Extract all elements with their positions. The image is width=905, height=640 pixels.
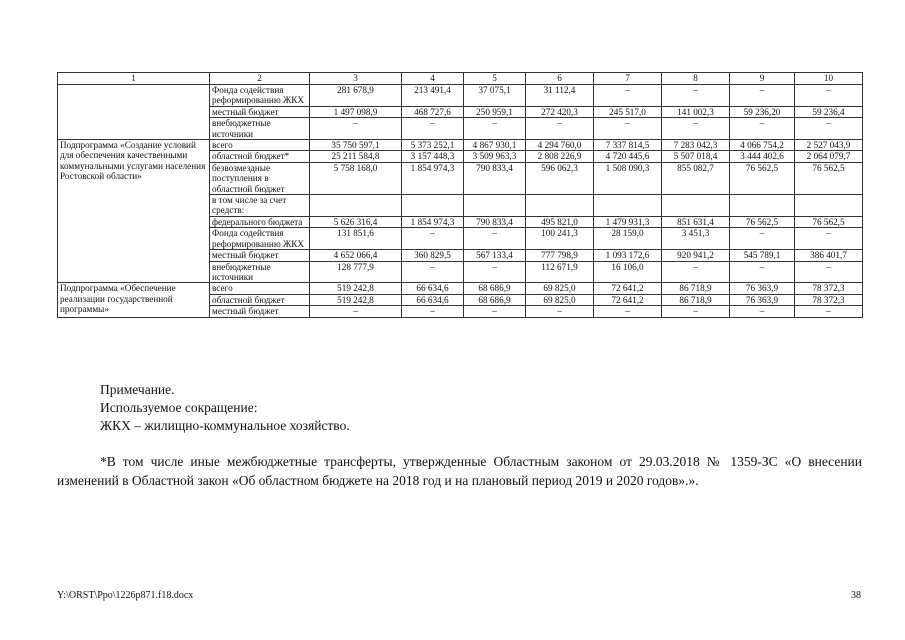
- column-number: 4: [402, 73, 464, 85]
- amount-cell: 66 634,6: [402, 283, 464, 294]
- amount-cell: –: [310, 306, 402, 317]
- amount-cell: 86 718,9: [662, 294, 730, 305]
- amount-cell: 76 363,9: [730, 294, 795, 305]
- amount-cell: 1 497 098,9: [310, 106, 402, 117]
- program-name: Подпрограмма «Обеспечение реализации государственной программы»: [58, 283, 210, 317]
- amount-cell: –: [526, 118, 594, 140]
- amount-cell: 35 750 597,1: [310, 140, 402, 151]
- page-number: 38: [851, 590, 861, 601]
- amount-cell: 1 854 974,3: [402, 162, 464, 194]
- amount-cell: 78 372,3: [795, 294, 863, 305]
- amount-cell: 4 652 066,4: [310, 250, 402, 261]
- amount-cell: 76 562,5: [730, 162, 795, 194]
- column-number: 8: [662, 73, 730, 85]
- funding-source: внебюджетные источники: [210, 261, 310, 283]
- amount-cell: 7 337 814,5: [594, 140, 662, 151]
- column-number: 7: [594, 73, 662, 85]
- amount-cell: 2 808 226,9: [526, 151, 594, 162]
- amount-cell: 68 686,9: [464, 294, 526, 305]
- amount-cell: 128 777,9: [310, 261, 402, 283]
- amount-cell: –: [730, 306, 795, 317]
- amount-cell: [795, 195, 863, 217]
- amount-cell: 59 236,20: [730, 106, 795, 117]
- amount-cell: –: [402, 306, 464, 317]
- amount-cell: –: [464, 228, 526, 250]
- funding-source: местный бюджет: [210, 250, 310, 261]
- funding-source: областной бюджет: [210, 294, 310, 305]
- amount-cell: 28 159,0: [594, 228, 662, 250]
- amount-cell: –: [662, 261, 730, 283]
- amount-cell: 1 479 931,3: [594, 216, 662, 227]
- amount-cell: 131 851,6: [310, 228, 402, 250]
- amount-cell: 76 562,5: [795, 216, 863, 227]
- funding-source: безвозмездные поступления в областной бюджет: [210, 162, 310, 194]
- funding-source: местный бюджет: [210, 106, 310, 117]
- amount-cell: –: [464, 261, 526, 283]
- amount-cell: 78 372,3: [795, 283, 863, 294]
- amount-cell: 25 211 584,8: [310, 151, 402, 162]
- amount-cell: 100 241,3: [526, 228, 594, 250]
- program-name: [58, 85, 210, 140]
- amount-cell: –: [730, 118, 795, 140]
- amount-cell: [402, 195, 464, 217]
- amount-cell: 777 798,9: [526, 250, 594, 261]
- column-number: 2: [210, 73, 310, 85]
- amount-cell: 3 451,3: [662, 228, 730, 250]
- amount-cell: 855 082,7: [662, 162, 730, 194]
- amount-cell: 69 825,0: [526, 283, 594, 294]
- amount-cell: 519 242,8: [310, 294, 402, 305]
- funding-source: Фонда содействия реформированию ЖКХ: [210, 228, 310, 250]
- column-number: 9: [730, 73, 795, 85]
- amount-cell: –: [795, 118, 863, 140]
- amount-cell: –: [594, 85, 662, 107]
- amount-cell: –: [526, 306, 594, 317]
- funding-source: внебюджетные источники: [210, 118, 310, 140]
- amount-cell: 920 941,2: [662, 250, 730, 261]
- amount-cell: 4 066 754,2: [730, 140, 795, 151]
- amount-cell: –: [464, 306, 526, 317]
- footer-file-path: Y:\ORST\Ppo\1226p871.f18.docx: [57, 590, 194, 601]
- amount-cell: 7 283 042,3: [662, 140, 730, 151]
- amount-cell: 5 626 316,4: [310, 216, 402, 227]
- amount-cell: 68 686,9: [464, 283, 526, 294]
- amount-cell: 1 854 974,3: [402, 216, 464, 227]
- table-row: [58, 85, 863, 107]
- column-number: 3: [310, 73, 402, 85]
- amount-cell: 245 517,0: [594, 106, 662, 117]
- amount-cell: 4 720 445,6: [594, 151, 662, 162]
- amount-cell: –: [402, 228, 464, 250]
- amount-cell: 3 444 402,6: [730, 151, 795, 162]
- amount-cell: [594, 195, 662, 217]
- amount-cell: 59 236,4: [795, 106, 863, 117]
- amount-cell: –: [730, 85, 795, 107]
- amount-cell: 5 758 168,0: [310, 162, 402, 194]
- table-row: [58, 283, 863, 294]
- column-number: 10: [795, 73, 863, 85]
- funding-source: местный бюджет: [210, 306, 310, 317]
- amount-cell: [526, 195, 594, 217]
- amount-cell: 213 491,4: [402, 85, 464, 107]
- amount-cell: 5 373 252,1: [402, 140, 464, 151]
- amount-cell: 2 527 043,9: [795, 140, 863, 151]
- amount-cell: [730, 195, 795, 217]
- funding-source: федерального бюджета: [210, 216, 310, 227]
- abbreviation-text: ЖКХ – жилищно-коммунальное хозяйство.: [100, 418, 350, 433]
- amount-cell: 66 634,6: [402, 294, 464, 305]
- amount-cell: 76 562,5: [795, 162, 863, 194]
- amount-cell: –: [730, 261, 795, 283]
- amount-cell: 360 829,5: [402, 250, 464, 261]
- amount-cell: 519 242,8: [310, 283, 402, 294]
- program-name: Подпрограмма «Создание условий для обеспечения качественными коммунальными услугами населения Ростовской области»: [58, 140, 210, 283]
- amount-cell: –: [402, 261, 464, 283]
- amount-cell: 250 959,1: [464, 106, 526, 117]
- amount-cell: 3 509 963,3: [464, 151, 526, 162]
- amount-cell: [662, 195, 730, 217]
- funding-source: всего: [210, 140, 310, 151]
- amount-cell: 386 401,7: [795, 250, 863, 261]
- amount-cell: 112 671,9: [526, 261, 594, 283]
- amount-cell: 596 062,3: [526, 162, 594, 194]
- table-row: [58, 140, 863, 151]
- amount-cell: –: [795, 85, 863, 107]
- funding-source: областной бюджет*: [210, 151, 310, 162]
- amount-cell: 3 157 448,3: [402, 151, 464, 162]
- amount-cell: 4 294 760,0: [526, 140, 594, 151]
- amount-cell: –: [594, 118, 662, 140]
- amount-cell: 790 833,4: [464, 162, 526, 194]
- funding-source: Фонда содействия реформированию ЖКХ: [210, 85, 310, 107]
- amount-cell: 16 106,0: [594, 261, 662, 283]
- amount-cell: –: [662, 85, 730, 107]
- amount-cell: [464, 195, 526, 217]
- amount-cell: 72 641,2: [594, 294, 662, 305]
- amount-cell: 1 093 172,6: [594, 250, 662, 261]
- amount-cell: 86 718,9: [662, 283, 730, 294]
- amount-cell: 545 789,1: [730, 250, 795, 261]
- column-number: 6: [526, 73, 594, 85]
- budget-table: [57, 72, 863, 318]
- amount-cell: 790 833,4: [464, 216, 526, 227]
- amount-cell: 31 112,4: [526, 85, 594, 107]
- footnote: [57, 452, 862, 490]
- amount-cell: –: [662, 118, 730, 140]
- funding-source: всего: [210, 283, 310, 294]
- amount-cell: 141 002,3: [662, 106, 730, 117]
- amount-cell: 4 867 930,1: [464, 140, 526, 151]
- amount-cell: –: [594, 306, 662, 317]
- amount-cell: –: [310, 118, 402, 140]
- amount-cell: 76 363,9: [730, 283, 795, 294]
- amount-cell: –: [662, 306, 730, 317]
- amount-cell: 76 562,5: [730, 216, 795, 227]
- amount-cell: 272 420,3: [526, 106, 594, 117]
- amount-cell: 468 727,6: [402, 106, 464, 117]
- amount-cell: –: [730, 228, 795, 250]
- amount-cell: 72 641,2: [594, 283, 662, 294]
- amount-cell: –: [795, 306, 863, 317]
- amount-cell: 495 821,0: [526, 216, 594, 227]
- amount-cell: 281 678,9: [310, 85, 402, 107]
- amount-cell: –: [795, 228, 863, 250]
- amount-cell: [310, 195, 402, 217]
- note-title: Примечание.: [100, 382, 175, 397]
- amount-cell: 1 508 090,3: [594, 162, 662, 194]
- column-number: 5: [464, 73, 526, 85]
- funding-source: в том числе за счет средств:: [210, 195, 310, 217]
- amount-cell: 69 825,0: [526, 294, 594, 305]
- amount-cell: 5 507 018,4: [662, 151, 730, 162]
- abbreviation-title: Используемое сокращение:: [100, 400, 258, 415]
- column-number: 1: [58, 73, 210, 85]
- amount-cell: –: [795, 261, 863, 283]
- amount-cell: 851 631,4: [662, 216, 730, 227]
- amount-cell: 567 133,4: [464, 250, 526, 261]
- amount-cell: 37 075,1: [464, 85, 526, 107]
- amount-cell: –: [402, 118, 464, 140]
- amount-cell: 2 064 079,7: [795, 151, 863, 162]
- footnote-text: *В том числе иные межбюджетные трансферты, утвержденные Областным законом от 29.03.2018 № 1359-ЗС «О внесении изменений в Областной закон «Об областном бюджете на 2018 год и на плановый период 2019 и 2020 годов».».: [57, 454, 862, 488]
- amount-cell: –: [464, 118, 526, 140]
- table-header-row: [58, 73, 863, 85]
